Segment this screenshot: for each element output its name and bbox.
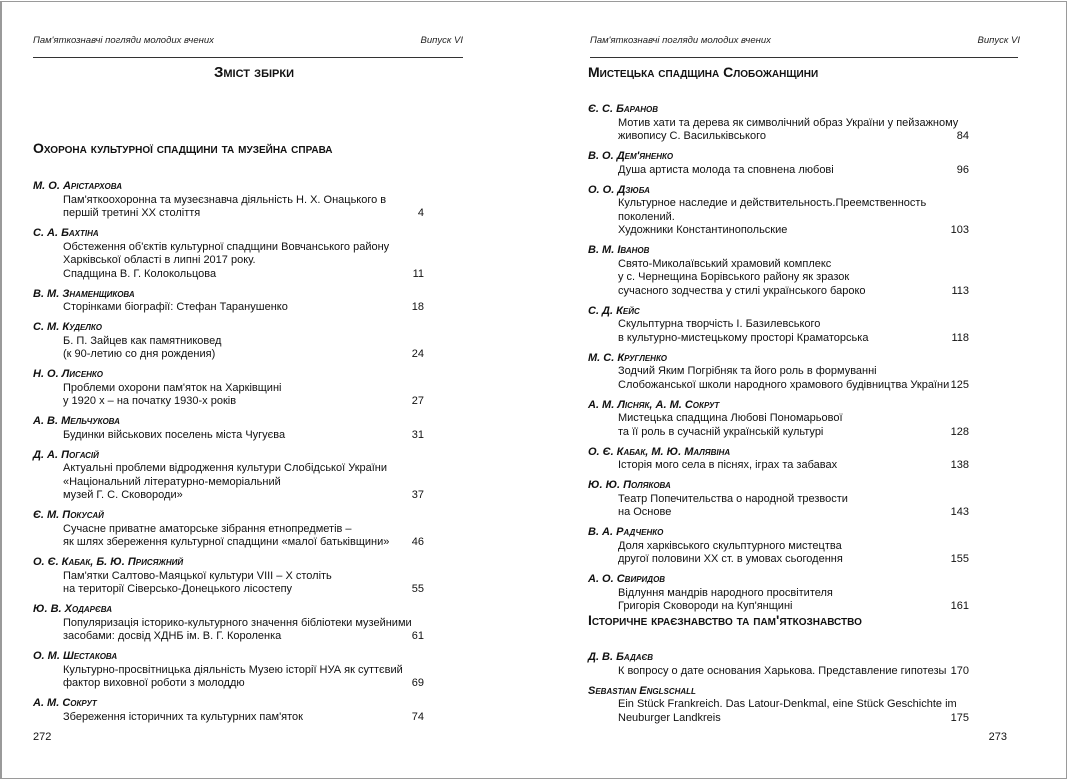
entry-title-line: Проблеми охорони пам'яток на Харківщині [63,381,282,394]
entry-page-number: 170 [950,664,969,677]
entry-author: А. М. Лісняк, А. М. Сокрут [588,398,720,411]
entry-title-line: Пам'яткоохоронна та музеєзнавча діяльність Н. Х. Онацького в [63,193,387,206]
entry-title-line: Популяризація історико-культурного значення бібліотеки музейними [63,616,412,629]
entry-author: В. М. Знаменщикова [33,287,135,300]
entry-title-line: Слобожанської школи народного храмового будівництва України [618,378,950,391]
toc-list [588,651,969,732]
toc-entry [588,150,969,177]
entry-page-number: 138 [950,459,969,471]
toc-entry [33,556,424,597]
entry-title-line: Спадщина В. Г. Колокольцова [63,267,217,280]
entry-title-line: Neuburger Landkreis [618,711,721,724]
entry-page-number: 125 [950,378,969,391]
running-header-title: Пам'яткознавчі погляди молодих вчених [33,35,214,46]
toc-entry [588,305,969,346]
entry-title-line: Мистецька спадщина Любові Пономарьової [618,412,843,424]
entry-title-line: на території Сіверсько-Донецького лісостепу [63,583,293,595]
toc-entry [588,685,969,726]
entry-title-line: як шлях збереження культурної спадщини «малої батьківщини» [63,536,390,548]
entry-page-number: 155 [950,553,969,565]
entry-title-line: К вопросу о дате основания Харькова. Представление гипотезы [618,664,947,677]
entry-title-line: Скульптурна творчість І. Базилевського [618,318,821,330]
entry-author: Н. О. Лисенко [33,368,103,380]
entry-title-line: Мотив хати та дерева як символічний образ України у пейзажному [618,116,959,129]
toc-entry [588,352,969,393]
entry-page-number: 161 [950,600,969,612]
toc-entry [588,526,969,567]
entry-author: А. В. Мельчукова [33,415,120,427]
section-heading: Історичне краєзнавство та пам'яткознавство [588,612,862,628]
entry-page-number: 4 [417,207,424,219]
entry-title-line: другої половини ХХ ст. в умовах сьогодення [618,553,843,565]
toc-entry [588,399,969,440]
entry-title-line: Сторінками біографії: Стефан Таранушенко [63,301,288,313]
entry-title-line: Свято-Миколаївський храмовий комплекс [618,257,832,270]
entry-author: В. О. Дем'яненко [588,150,674,162]
entry-title-line: Історія мого села в піснях, іграх та забавах [618,459,838,471]
toc-entry [33,368,424,409]
toc-entry [588,573,969,614]
entry-author: О. Є. Кабак, М. Ю. Малявіна [588,445,731,458]
entry-title-line: Душа артиста молода та сповнена любові [618,163,834,176]
entry-title-line: у с. Чернещина Борівського району як зразок [618,271,850,283]
entry-author: С. Д. Кейс [588,304,640,317]
entry-page-number: 24 [411,348,424,360]
entry-author: О. О. Дзюба [588,183,650,196]
entry-page-number: 84 [956,130,969,142]
entry-title-line: Доля харківського скульптурного мистецтва [618,539,842,552]
entry-page-number: 61 [411,630,424,642]
toc-entry [588,103,969,144]
entry-page-number: 37 [411,489,424,501]
entry-title-line: Б. П. Зайцев как памятниковед [63,334,222,347]
entry-page-number: 46 [411,536,424,548]
entry-author: М. С. Кругленко [588,351,667,364]
entry-title-line: Художники Константинопольские [618,224,788,236]
section-heading: Мистецька спадщина Слобожанщини [588,64,819,80]
entry-author: Д. В. Бадаєв [588,651,654,663]
toc-entry [33,509,424,550]
section-heading: Охорона культурної спадщини та музейна справа [33,140,333,156]
entry-author: В. А. Радченко [588,526,664,538]
toc-entry [33,650,424,691]
entry-page-number: 69 [411,677,424,689]
entry-page-number: 27 [411,395,424,407]
entry-title-line: Пам'ятки Салтово-Маяцької культури VIII – X століть [63,569,332,582]
toc-list [33,180,424,731]
entry-author: Ю. Ю. Полякова [588,479,671,491]
entry-author: Д. А. Погасій [33,448,99,461]
entry-page-number: 11 [412,267,424,280]
entry-author: О. М. Шестакова [33,650,118,662]
entry-author: О. Є. Кабак, Б. Ю. Присяжний [33,556,184,568]
toc-entry [588,446,969,473]
entry-title-line: Обстеження об'єктів культурної спадщини Вовчанського району [63,240,390,253]
toc-entry [588,184,969,238]
entry-page-number: 128 [950,425,969,438]
entry-title-line: Театр Попечительства о народной трезвости [618,492,848,505]
entry-title-line: поколений. [618,210,675,223]
entry-page-number: 96 [956,163,969,176]
toc-entry [33,449,424,503]
entry-title-line: живопису С. Васильківського [618,130,766,142]
entry-title-line: Культурно-просвітницька діяльність Музею історії НУА як суттєвий [63,663,403,676]
toc-entry [33,227,424,281]
entry-author: Є. М. Покусай [33,509,104,521]
running-header-issue: Випуск VI [420,35,463,46]
entry-author: Sebastian Englschall [588,684,696,697]
entry-title-line: Зодчий Яким Погрібняк та його роль в формуванні [618,365,877,377]
toc-title: Зміст збірки [214,64,294,81]
toc-list [588,103,969,620]
toc-entry [588,244,969,298]
entry-author: С. М. Куделко [33,321,102,333]
entry-page-number: 175 [950,711,969,724]
toc-entry [33,697,424,724]
entry-author: А. М. Сокрут [33,697,97,709]
entry-title-line: Ein Stück Frankreich. Das Latour-Denkmal, eine Stück Geschichte im [618,698,957,710]
entry-title-line: Будинки військових поселень міста Чугуєва [63,428,286,441]
entry-title-line: першій третині ХХ століття [63,207,201,219]
entry-title-line: фактор виховної роботи з молоддю [63,677,245,689]
entry-page-number: 103 [950,224,969,236]
entry-title-line: та її роль в сучасній українській культурі [618,425,824,438]
entry-author: С. А. Бахтіна [33,227,99,239]
page-number: 272 [33,731,52,743]
header-rule [590,57,1018,58]
entry-title-line: Григорія Сковороди на Куп'янщині [618,600,793,612]
entry-title-line: на Основе [618,506,672,518]
entry-author: Є. С. Баранов [588,103,659,115]
toc-entry [33,180,424,221]
entry-page-number: 18 [411,301,424,313]
entry-page-number: 31 [411,428,424,441]
toc-entry [588,479,969,520]
entry-author: М. О. Арістархова [33,180,123,192]
entry-author: А. О. Свиридов [588,573,666,585]
toc-entry [33,321,424,362]
entry-title-line: сучасного зодчества у стилі українського бароко [618,284,866,297]
entry-page-number: 113 [951,284,969,297]
entry-page-number: 143 [950,506,969,518]
entry-title-line: (к 90-летию со дня рождения) [63,348,216,360]
entry-title-line: Харківської області в липні 2017 року. [63,254,256,266]
toc-entry [33,288,424,315]
entry-title-line: у 1920 х – на початку 1930-х років [63,395,237,407]
right-page [534,0,1068,781]
entry-title-line: Актуальні проблеми відродження культури Слобідської України [63,462,388,474]
toc-entry [588,651,969,678]
entry-title-line: в культурно-мистецькому просторі Краматорська [618,331,869,344]
running-header-title: Пам'яткознавчі погляди молодих вчених [590,35,771,46]
toc-entry [33,603,424,644]
entry-author: В. М. Іванов [588,244,650,256]
entry-title-line: Збереження історичних та культурних пам'яток [63,710,303,723]
entry-title-line: Відлуння мандрів народного просвітителя [618,586,833,599]
entry-page-number: 118 [951,331,969,344]
running-header-issue: Випуск VI [977,35,1020,46]
entry-author: Ю. В. Ходарєва [33,603,112,615]
toc-entry [33,415,424,442]
entry-page-number: 74 [411,710,424,723]
entry-title-line: засобами: досвід ХДНБ ім. В. Г. Короленка [63,630,282,642]
entry-title-line: «Національний літературно-меморіальний [63,475,281,488]
entry-title-line: музей Г. С. Сковороди» [63,489,183,501]
entry-title-line: Культурное наследие и действительность.Преемственность [618,197,927,209]
entry-page-number: 55 [411,583,424,595]
page-number: 273 [988,731,1007,743]
header-rule [33,57,463,58]
entry-title-line: Сучасне приватне аматорське зібрання етнопредметів – [63,522,352,535]
